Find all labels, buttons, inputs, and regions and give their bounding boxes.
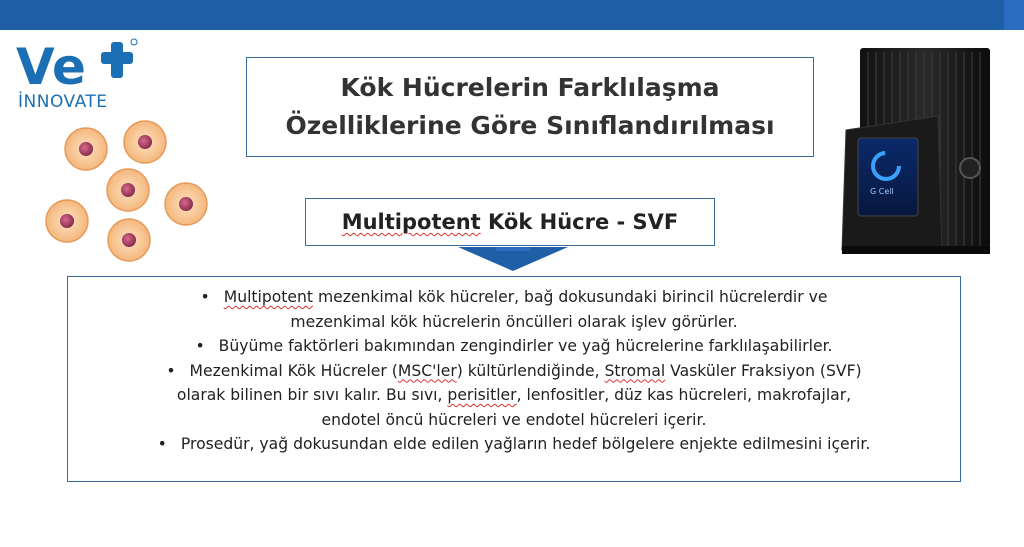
subtitle-box — [305, 198, 715, 246]
bullet-1-line-2: mezenkimal kök hücrelerin öncülleri olarak işlev görürler. — [290, 312, 738, 331]
title-line-1: Kök Hücrelerin Farklılaşma — [340, 73, 720, 102]
bullet-dot: • — [157, 435, 167, 453]
cell-3 — [107, 169, 149, 211]
title-box — [246, 57, 814, 157]
bullet-4-text: Prosedür, yağ dokusundan elde edilen yağların hedef bölgelere enjekte edilmesini içerir. — [180, 435, 871, 453]
bullet-item-4 — [84, 432, 944, 457]
cell-1 — [65, 128, 107, 170]
bullet-3-line-2a: olarak bilinen bir sıvı kalır. Bu sıvı, — [176, 386, 448, 404]
gcell-device-image — [838, 46, 1000, 256]
top-bar — [0, 0, 1024, 30]
bullet-3-line-3: endotel öncü hücreleri ve endotel hücreleri içerir. — [321, 410, 707, 429]
device-screen-label: G Cell — [870, 187, 894, 196]
top-bar-accent — [1004, 0, 1024, 30]
bullet-3-line-1a: Mezenkimal Kök Hücreler ( — [189, 361, 398, 380]
vet-logo-mark — [14, 36, 139, 92]
bullet-item-3 — [84, 359, 944, 433]
cell-6 — [108, 219, 150, 261]
bullet-1-term: Multipotent — [223, 288, 313, 306]
vet-innovate-logo — [14, 36, 139, 116]
cell-2 — [124, 121, 166, 163]
content-box — [67, 276, 961, 482]
bullet-dot: • — [195, 337, 205, 355]
bullet-3-line-1c: ) kültürlendiğinde, — [456, 361, 605, 380]
stem-cells-illustration — [40, 118, 220, 268]
logo-subtitle: İNNOVATE — [18, 92, 108, 112]
bullet-3-term-msc: MSC'ler — [397, 361, 457, 380]
down-arrow-icon — [458, 247, 568, 271]
subtitle-part-1: Multipotent — [341, 210, 481, 234]
cell-5 — [46, 200, 88, 242]
subtitle — [342, 210, 679, 234]
title-line-2: Özelliklerine Göre Sınıflandırılması — [285, 111, 775, 140]
bullet-3-line-1e: Vasküler Fraksiyon (SVF) — [665, 361, 862, 380]
bullet-3-line-2c: , lenfositler, düz kas hücreleri, makrofajlar, — [516, 386, 852, 404]
bullet-3-term-perisitler: perisitler — [447, 386, 517, 404]
bullet-item-2 — [84, 334, 944, 359]
bullet-1-line-1: mezenkimal kök hücreler, bağ dokusundaki birincil hücrelerdir ve — [313, 288, 828, 306]
bullet-3-term-stromal: Stromal — [604, 361, 666, 380]
bullet-dot: • — [166, 361, 176, 380]
subtitle-part-2: Kök Hücre - SVF — [480, 210, 679, 234]
bullet-list — [84, 285, 944, 457]
bullet-2-text: Büyüme faktörleri bakımından zengindirler ve yağ hücrelerine farklılaşabilirler. — [218, 337, 833, 355]
bullet-dot: • — [200, 288, 210, 306]
cell-4 — [165, 183, 207, 225]
logo-text: Ve — [16, 38, 86, 92]
bullet-item-1 — [84, 285, 944, 334]
